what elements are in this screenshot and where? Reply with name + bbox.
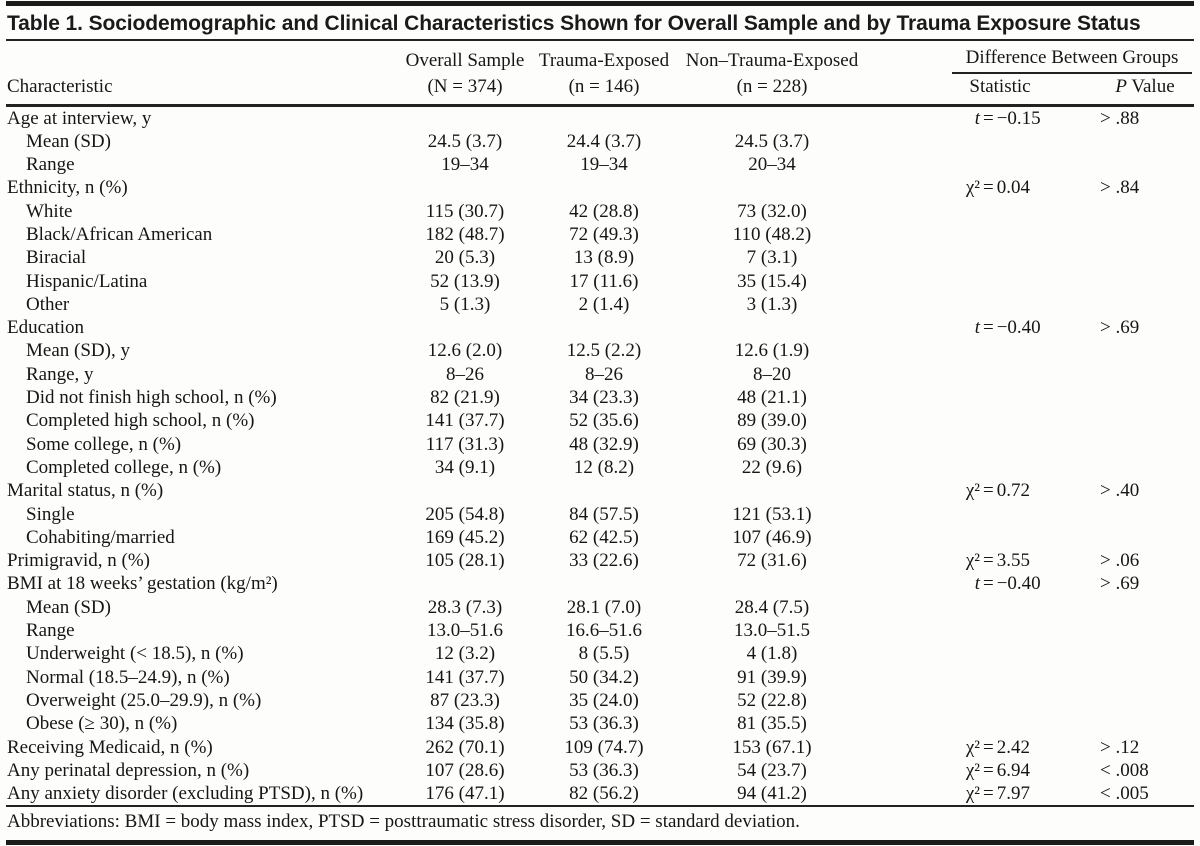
cell-p-value <box>1090 689 1200 712</box>
statistic-value: 3.55 <box>996 550 1030 572</box>
cell-overall: 8–26 <box>446 363 484 385</box>
column-header-p-value <box>1085 76 1200 98</box>
cell-non-trauma-exposed: 107 (46.9) <box>732 526 812 548</box>
table-row <box>0 223 1200 246</box>
row-label: Cohabiting/married <box>26 526 175 548</box>
statistic-equals: = <box>983 759 994 781</box>
row-label: Obese (≥ 30), n (%) <box>26 713 178 735</box>
cell-overall <box>384 176 546 199</box>
table-row <box>0 642 1200 665</box>
cell-non-trauma-exposed: 69 (30.3) <box>737 433 807 455</box>
cell-statistic <box>882 782 1090 805</box>
cell-statistic <box>882 503 1090 526</box>
table-row <box>0 479 1200 502</box>
statistic-symbol: t <box>974 573 980 595</box>
table-body <box>0 107 1200 806</box>
row-label: BMI at 18 weeks’ gestation (kg/m²) <box>7 573 278 595</box>
table-row <box>0 130 1200 153</box>
row-label: Mean (SD) <box>26 130 111 152</box>
table-row <box>0 596 1200 619</box>
cell-p-value <box>1090 666 1200 689</box>
table-row <box>0 712 1200 735</box>
row-label: Range, y <box>26 363 94 385</box>
row-label: Range <box>26 154 75 176</box>
cell-p-value <box>1090 293 1200 316</box>
statistic-equals: = <box>983 177 994 199</box>
statistic-equals: = <box>983 480 994 502</box>
row-label: Mean (SD), y <box>26 340 130 362</box>
cell-p-value <box>1090 526 1200 549</box>
column-header-trauma-line2: (n = 146) <box>568 76 640 97</box>
statistic-symbol: χ² <box>965 550 980 572</box>
cell-trauma-exposed: 13 (8.9) <box>573 247 635 269</box>
cell-trauma-exposed <box>546 572 662 595</box>
cell-non-trauma-exposed: 7 (3.1) <box>746 247 798 269</box>
row-label: Hispanic/Latina <box>26 270 148 292</box>
cell-statistic <box>882 270 1090 293</box>
cell-p-value <box>1090 363 1200 386</box>
cell-trauma-exposed: 16.6–51.6 <box>566 620 642 642</box>
cell-p-value <box>1090 246 1200 269</box>
table-row <box>0 549 1200 572</box>
cell-non-trauma-exposed: 54 (23.7) <box>737 759 807 781</box>
statistic-value: −0.40 <box>996 573 1041 595</box>
table-row <box>0 176 1200 199</box>
row-label: Other <box>26 293 70 315</box>
cell-statistic <box>882 666 1090 689</box>
row-label: Normal (18.5–24.9), n (%) <box>26 666 230 688</box>
statistic-symbol: χ² <box>965 480 980 502</box>
cell-statistic <box>882 246 1090 269</box>
cell-statistic <box>882 596 1090 619</box>
cell-non-trauma-exposed: 94 (41.2) <box>737 783 807 805</box>
cell-non-trauma-exposed: 12.6 (1.9) <box>734 340 810 362</box>
cell-trauma-exposed: 12.5 (2.2) <box>566 340 642 362</box>
cell-trauma-exposed: 82 (56.2) <box>569 783 639 805</box>
table-row <box>0 689 1200 712</box>
cell-statistic <box>882 130 1090 153</box>
table-row <box>0 456 1200 479</box>
row-label: Any perinatal depression, n (%) <box>7 759 250 781</box>
cell-non-trauma-exposed: 72 (31.6) <box>737 550 807 572</box>
table-row <box>0 759 1200 782</box>
cell-p-value: < .005 <box>1100 783 1149 805</box>
cell-p-value <box>1090 130 1200 153</box>
cell-statistic <box>882 293 1090 316</box>
cell-non-trauma-exposed <box>662 572 882 595</box>
cell-p-value <box>1090 642 1200 665</box>
row-label: Receiving Medicaid, n (%) <box>7 736 213 758</box>
cell-statistic <box>882 642 1090 665</box>
statistic-value: −0.40 <box>996 317 1041 339</box>
table-row <box>0 503 1200 526</box>
cell-overall: 5 (1.3) <box>439 293 491 315</box>
cell-non-trauma-exposed: 4 (1.8) <box>746 643 798 665</box>
statistic-equals: = <box>983 107 994 129</box>
cell-statistic <box>882 386 1090 409</box>
cell-overall: 107 (28.6) <box>425 759 505 781</box>
row-label: Ethnicity, n (%) <box>7 177 128 199</box>
statistic-equals: = <box>983 783 994 805</box>
cell-p-value <box>1090 339 1200 362</box>
cell-p-value: > .12 <box>1100 736 1140 758</box>
cell-trauma-exposed: 8 (5.5) <box>578 643 630 665</box>
row-label: Marital status, n (%) <box>7 480 164 502</box>
cell-overall: 82 (21.9) <box>430 387 500 409</box>
row-label: Did not finish high school, n (%) <box>26 387 277 409</box>
cell-p-value <box>1090 153 1200 176</box>
cell-non-trauma-exposed: 35 (15.4) <box>737 270 807 292</box>
row-label: Black/African American <box>26 223 213 245</box>
cell-overall: 34 (9.1) <box>434 456 496 478</box>
statistic-value: 2.42 <box>996 736 1030 758</box>
row-label: Biracial <box>26 247 87 269</box>
cell-statistic <box>882 572 1090 595</box>
cell-trauma-exposed: 62 (42.5) <box>569 526 639 548</box>
cell-overall <box>384 107 546 130</box>
cell-p-value <box>1090 270 1200 293</box>
column-header-nontrauma-line1: Non–Trauma-Exposed <box>685 50 859 71</box>
table-row <box>0 572 1200 595</box>
cell-overall: 52 (13.9) <box>430 270 500 292</box>
cell-non-trauma-exposed: 3 (1.3) <box>746 293 798 315</box>
statistic-equals: = <box>983 573 994 595</box>
table-row <box>0 339 1200 362</box>
column-group-difference-between-groups: Difference Between Groups <box>965 47 1179 68</box>
cell-non-trauma-exposed: 121 (53.1) <box>732 503 812 525</box>
cell-statistic <box>882 736 1090 759</box>
cell-non-trauma-exposed <box>662 176 882 199</box>
cell-overall: 134 (35.8) <box>425 713 505 735</box>
cell-statistic <box>882 107 1090 130</box>
cell-p-value: > .40 <box>1100 480 1140 502</box>
cell-trauma-exposed: 53 (36.3) <box>569 713 639 735</box>
cell-non-trauma-exposed: 8–20 <box>753 363 791 385</box>
cell-trauma-exposed: 84 (57.5) <box>569 503 639 525</box>
cell-trauma-exposed: 2 (1.4) <box>578 293 630 315</box>
cell-p-value: > .84 <box>1100 177 1140 199</box>
statistic-symbol: t <box>974 317 980 339</box>
cell-statistic <box>882 479 1090 502</box>
statistic-value: −0.15 <box>996 107 1041 129</box>
cell-trauma-exposed <box>546 316 662 339</box>
cell-statistic <box>882 363 1090 386</box>
cell-trauma-exposed <box>546 107 662 130</box>
cell-non-trauma-exposed: 22 (9.6) <box>741 456 803 478</box>
cell-overall <box>384 479 546 502</box>
cell-trauma-exposed: 33 (22.6) <box>569 550 639 572</box>
row-label: Any anxiety disorder (excluding PTSD), n (%) <box>7 783 364 805</box>
cell-p-value <box>1090 223 1200 246</box>
cell-trauma-exposed: 8–26 <box>585 363 623 385</box>
cell-p-value <box>1090 596 1200 619</box>
row-label: Range <box>26 620 75 642</box>
cell-non-trauma-exposed: 153 (67.1) <box>732 736 812 758</box>
cell-overall: 87 (23.3) <box>430 689 500 711</box>
cell-trauma-exposed: 72 (49.3) <box>569 223 639 245</box>
cell-statistic <box>882 433 1090 456</box>
cell-trauma-exposed: 24.4 (3.7) <box>566 130 642 152</box>
cell-p-value <box>1090 712 1200 735</box>
p-value-symbol: P <box>1115 76 1127 97</box>
cell-non-trauma-exposed: 91 (39.9) <box>737 666 807 688</box>
table-row <box>0 666 1200 689</box>
cell-trauma-exposed: 19–34 <box>580 154 628 176</box>
cell-p-value: > .69 <box>1100 573 1140 595</box>
cell-p-value <box>1090 386 1200 409</box>
cell-trauma-exposed <box>546 176 662 199</box>
table-row <box>0 736 1200 759</box>
cell-non-trauma-exposed: 24.5 (3.7) <box>734 130 810 152</box>
cell-overall: 141 (37.7) <box>425 666 505 688</box>
cell-non-trauma-exposed: 13.0–51.5 <box>734 620 810 642</box>
row-label: Education <box>7 317 85 339</box>
column-header-nontrauma-line2: (n = 228) <box>736 76 808 97</box>
table-row <box>0 270 1200 293</box>
cell-non-trauma-exposed <box>662 316 882 339</box>
cell-non-trauma-exposed <box>662 107 882 130</box>
cell-trauma-exposed: 48 (32.9) <box>569 433 639 455</box>
table-row <box>0 153 1200 176</box>
cell-non-trauma-exposed: 110 (48.2) <box>732 223 812 245</box>
cell-statistic <box>882 712 1090 735</box>
abbreviations-note: Abbreviations: BMI = body mass index, PTSD = posttraumatic stress disorder, SD = standard deviation. <box>7 810 800 832</box>
statistic-value: 0.04 <box>996 177 1030 199</box>
p-value-rest: Value <box>1126 76 1175 97</box>
difference-group-underline <box>952 72 1192 74</box>
statistic-value: 0.72 <box>996 480 1030 502</box>
cell-overall: 28.3 (7.3) <box>427 596 503 618</box>
row-label: Some college, n (%) <box>26 433 182 455</box>
cell-overall <box>384 572 546 595</box>
cell-p-value <box>1090 456 1200 479</box>
cell-p-value: > .88 <box>1100 107 1140 129</box>
row-label: Single <box>26 503 75 525</box>
table-row <box>0 293 1200 316</box>
cell-statistic <box>882 200 1090 223</box>
table-row <box>0 246 1200 269</box>
statistic-symbol: χ² <box>965 177 980 199</box>
cell-statistic <box>882 549 1090 572</box>
cell-trauma-exposed: 50 (34.2) <box>569 666 639 688</box>
cell-p-value: < .008 <box>1100 759 1149 781</box>
row-label: White <box>26 200 73 222</box>
bottom-border-bar <box>6 840 1194 845</box>
cell-trauma-exposed: 109 (74.7) <box>564 736 644 758</box>
cell-non-trauma-exposed: 81 (35.5) <box>737 713 807 735</box>
cell-non-trauma-exposed <box>662 479 882 502</box>
table-title: Table 1. Sociodemographic and Clinical Characteristics Shown for Overall Sample and by Trauma Exposure Status <box>7 12 1141 35</box>
cell-overall: 24.5 (3.7) <box>427 130 503 152</box>
table-row <box>0 316 1200 339</box>
cell-overall: 13.0–51.6 <box>427 620 503 642</box>
cell-trauma-exposed: 12 (8.2) <box>573 456 635 478</box>
cell-statistic <box>882 153 1090 176</box>
cell-non-trauma-exposed: 28.4 (7.5) <box>734 596 810 618</box>
table-row <box>0 107 1200 130</box>
statistic-symbol: χ² <box>965 783 980 805</box>
cell-statistic <box>882 689 1090 712</box>
row-label: Overweight (25.0–29.9), n (%) <box>26 689 262 711</box>
cell-statistic <box>882 223 1090 246</box>
cell-overall: 169 (45.2) <box>425 526 505 548</box>
cell-p-value <box>1090 619 1200 642</box>
cell-overall: 19–34 <box>441 154 489 176</box>
cell-overall: 20 (5.3) <box>434 247 496 269</box>
table-row <box>0 619 1200 642</box>
cell-overall: 12 (3.2) <box>434 643 496 665</box>
column-header-trauma-line1: Trauma-Exposed <box>538 50 670 71</box>
cell-trauma-exposed: 35 (24.0) <box>569 689 639 711</box>
column-header-statistic: Statistic <box>969 76 1031 97</box>
cell-overall: 117 (31.3) <box>425 433 505 455</box>
statistic-equals: = <box>983 736 994 758</box>
cell-overall: 205 (54.8) <box>425 503 505 525</box>
cell-p-value <box>1090 409 1200 432</box>
row-label: Primigravid, n (%) <box>7 550 151 572</box>
cell-overall: 141 (37.7) <box>425 410 505 432</box>
table-row <box>0 526 1200 549</box>
cell-statistic <box>882 456 1090 479</box>
cell-trauma-exposed: 17 (11.6) <box>569 270 639 292</box>
cell-non-trauma-exposed: 48 (21.1) <box>737 387 807 409</box>
statistic-equals: = <box>983 317 994 339</box>
cell-p-value <box>1090 503 1200 526</box>
cell-overall: 262 (70.1) <box>425 736 505 758</box>
table-header <box>0 41 1200 104</box>
table-row <box>0 200 1200 223</box>
cell-overall: 176 (47.1) <box>425 783 505 805</box>
cell-statistic <box>882 316 1090 339</box>
column-header-overall-line2: (N = 374) <box>427 76 503 97</box>
table-row <box>0 409 1200 432</box>
cell-trauma-exposed: 52 (35.6) <box>569 410 639 432</box>
cell-trauma-exposed: 34 (23.3) <box>569 387 639 409</box>
cell-overall <box>384 316 546 339</box>
column-header-characteristic: Characteristic <box>7 76 113 97</box>
cell-non-trauma-exposed: 20–34 <box>748 154 796 176</box>
statistic-symbol: χ² <box>965 759 980 781</box>
cell-statistic <box>882 339 1090 362</box>
row-label: Underweight (< 18.5), n (%) <box>26 643 244 665</box>
statistic-value: 7.97 <box>996 783 1030 805</box>
cell-overall: 182 (48.7) <box>425 223 505 245</box>
statistic-equals: = <box>983 550 994 572</box>
cell-p-value <box>1090 433 1200 456</box>
cell-p-value: > .06 <box>1100 550 1140 572</box>
column-header-overall-line1: Overall Sample <box>405 50 525 71</box>
statistic-symbol: t <box>974 107 980 129</box>
cell-non-trauma-exposed: 73 (32.0) <box>737 200 807 222</box>
table-row <box>0 433 1200 456</box>
statistic-value: 6.94 <box>996 759 1030 781</box>
cell-statistic <box>882 526 1090 549</box>
cell-trauma-exposed: 53 (36.3) <box>569 759 639 781</box>
statistic-symbol: χ² <box>965 736 980 758</box>
table-row <box>0 782 1200 805</box>
row-label: Age at interview, y <box>7 107 152 129</box>
cell-non-trauma-exposed: 52 (22.8) <box>737 689 807 711</box>
cell-trauma-exposed <box>546 479 662 502</box>
cell-p-value <box>1090 200 1200 223</box>
table-row <box>0 386 1200 409</box>
cell-overall: 105 (28.1) <box>425 550 505 572</box>
cell-non-trauma-exposed: 89 (39.0) <box>737 410 807 432</box>
table-row <box>0 363 1200 386</box>
cell-statistic <box>882 176 1090 199</box>
cell-statistic <box>882 409 1090 432</box>
cell-overall: 115 (30.7) <box>425 200 505 222</box>
cell-trauma-exposed: 42 (28.8) <box>569 200 639 222</box>
row-label: Completed college, n (%) <box>26 456 222 478</box>
cell-statistic <box>882 619 1090 642</box>
cell-trauma-exposed: 28.1 (7.0) <box>566 596 642 618</box>
row-label: Mean (SD) <box>26 596 111 618</box>
cell-overall: 12.6 (2.0) <box>427 340 503 362</box>
row-label: Completed high school, n (%) <box>26 410 255 432</box>
cell-p-value: > .69 <box>1100 317 1140 339</box>
cell-statistic <box>882 759 1090 782</box>
